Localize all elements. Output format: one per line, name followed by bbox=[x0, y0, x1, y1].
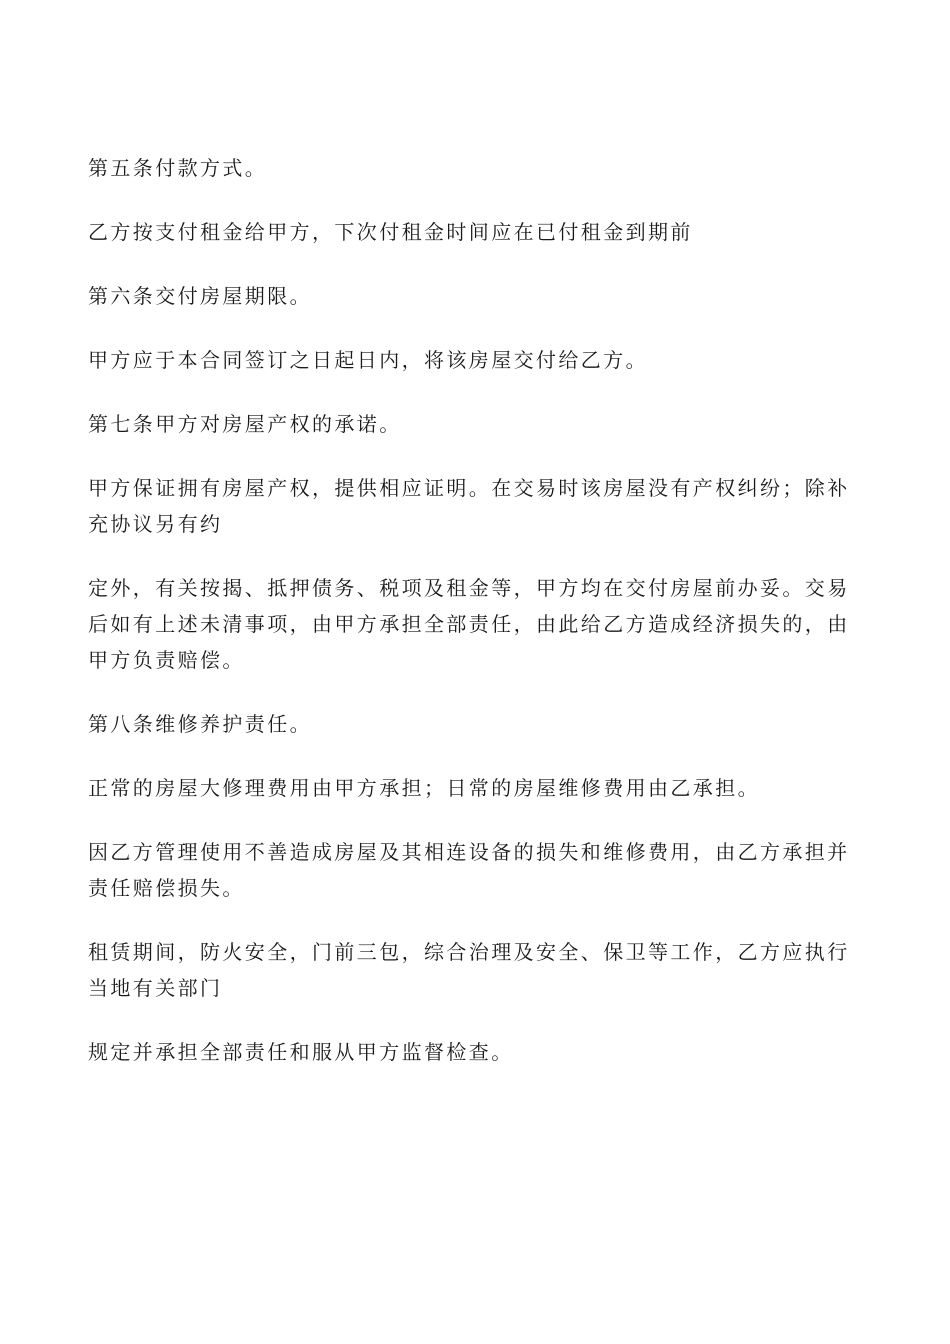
clause-heading-6: 第六条交付房屋期限。 bbox=[88, 284, 312, 308]
paragraph-damage-liability: 因乙方管理使用不善造成房屋及其相连设备的损失和维修费用，由乙方承担并责任赔偿损失。 bbox=[88, 840, 850, 900]
paragraph-property-rights: 甲方保证拥有房屋产权，提供相应证明。在交易时该房屋没有产权纠纷；除补充协议另有约 bbox=[88, 476, 850, 536]
clause-heading-8: 第八条维修养护责任。 bbox=[88, 712, 312, 736]
paragraph-payment-terms: 乙方按支付租金给甲方，下次付租金时间应在已付租金到期前 bbox=[88, 220, 693, 244]
document-body bbox=[88, 150, 864, 1098]
clause-heading-7: 第七条甲方对房屋产权的承诺。 bbox=[88, 412, 402, 436]
paragraph-supervision: 规定并承担全部责任和服从甲方监督检查。 bbox=[88, 1040, 514, 1064]
clause-heading-5: 第五条付款方式。 bbox=[88, 156, 268, 180]
paragraph-repair-costs: 正常的房屋大修理费用由甲方承担；日常的房屋维修费用由乙承担。 bbox=[88, 776, 760, 800]
paragraph-delivery-deadline: 甲方应于本合同签订之日起日内，将该房屋交付给乙方。 bbox=[88, 348, 648, 372]
paragraph-safety-duties: 租赁期间，防火安全，门前三包，综合治理及安全、保卫等工作，乙方应执行当地有关部门 bbox=[88, 940, 850, 1000]
paragraph-encumbrances: 定外，有关按揭、抵押债务、税项及租金等，甲方均在交付房屋前办妥。交易后如有上述未清事项，由甲方承担全部责任，由此给乙方造成经济损失的，由甲方负责赔偿。 bbox=[88, 576, 850, 672]
